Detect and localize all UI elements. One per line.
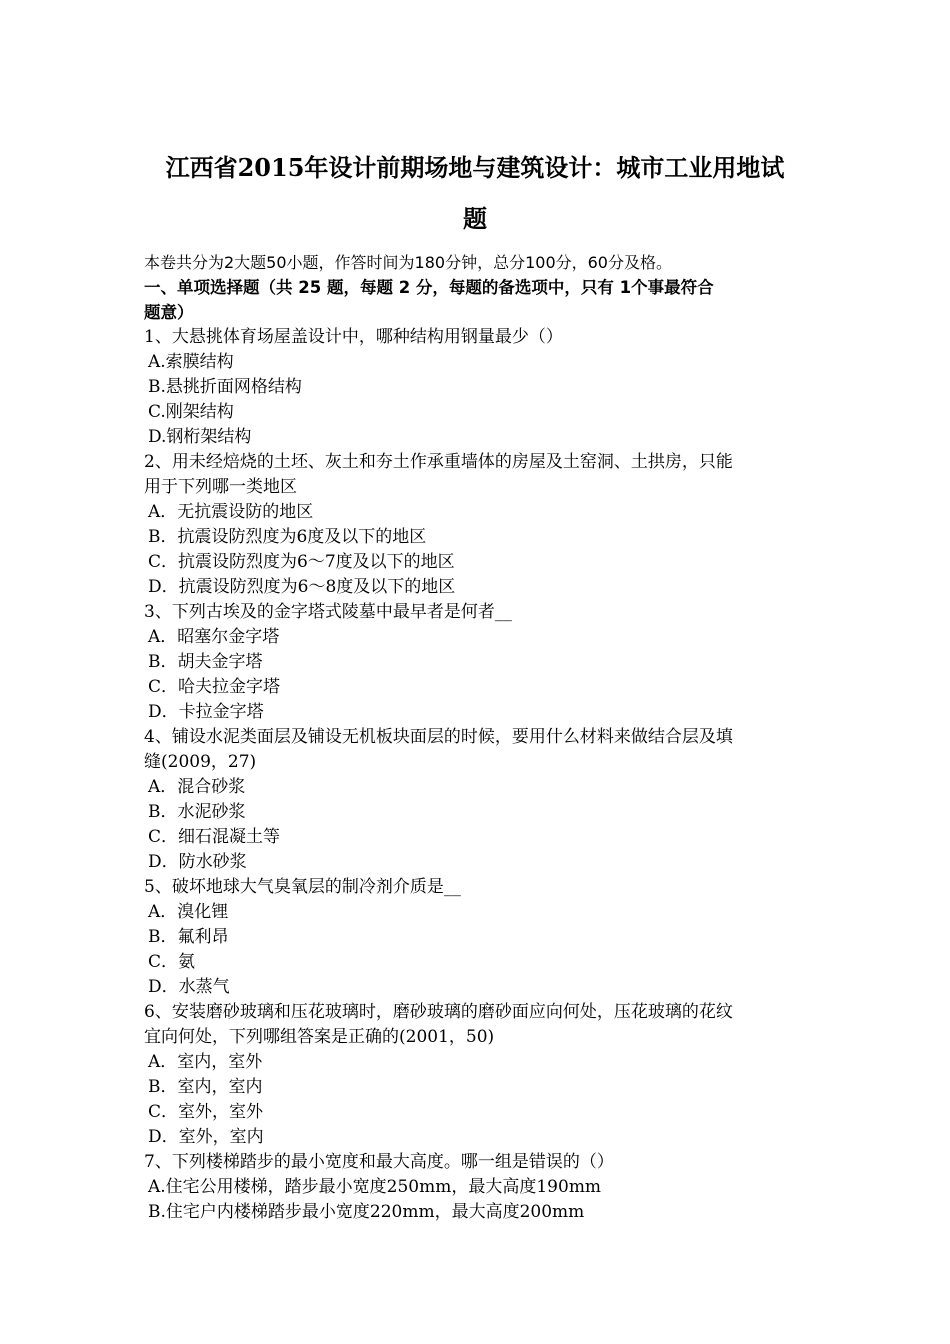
option-d: D．水蒸气 — [148, 977, 230, 997]
question-2 — [144, 450, 809, 600]
option-a: A．室内，室外 — [148, 1052, 263, 1072]
question-stem: 3、下列古埃及的金字塔式陵墓中最早者是何者__ — [144, 602, 512, 622]
question-stem: 4、铺设水泥类面层及铺设无机板块面层的时候，要用什么材料来做结合层及填 — [144, 727, 733, 747]
exam-instructions: 本卷共分为2大题50小题，作答时间为180分钟，总分100分，60分及格。 — [144, 253, 672, 272]
option-d: D.钢桁架结构 — [148, 427, 252, 447]
option-c: C．室外，室外 — [148, 1102, 264, 1122]
question-stem-continued: 用于下列哪一类地区 — [144, 477, 297, 497]
option-a: A．无抗震设防的地区 — [148, 502, 314, 522]
question-stem: 7、下列楼梯踏步的最小宽度和最大高度。哪一组是错误的（） — [144, 1152, 614, 1172]
option-a: A．昭塞尔金字塔 — [148, 627, 280, 647]
question-5 — [144, 875, 809, 1000]
option-a: A．溴化锂 — [148, 902, 229, 922]
question-3 — [144, 600, 809, 725]
document-title-line-2: 题 — [463, 204, 487, 233]
question-4 — [144, 725, 809, 875]
question-stem: 5、破坏地球大气臭氧层的制冷剂介质是__ — [144, 877, 461, 897]
document-title-line-1: 江西省2015年设计前期场地与建筑设计：城市工业用地试 — [165, 153, 785, 182]
option-d: D．防水砂浆 — [148, 852, 247, 872]
section-heading-line-1: 一、单项选择题（共 25 题，每题 2 分，每题的备选项中，只有 1个事最符合 — [144, 278, 714, 297]
option-a: A．混合砂浆 — [148, 777, 246, 797]
option-c: C．抗震设防烈度为6～7度及以下的地区 — [148, 552, 455, 572]
option-b: B．氟利昂 — [148, 927, 229, 947]
option-b: B．胡夫金字塔 — [148, 652, 263, 672]
option-c: C．氨 — [148, 952, 196, 972]
question-1 — [144, 325, 809, 450]
option-b: B.住宅户内楼梯踏步最小宽度220mm，最大高度200mm — [148, 1202, 585, 1222]
option-c: C.刚架结构 — [148, 402, 234, 422]
option-b: B.悬挑折面网格结构 — [148, 377, 302, 397]
option-c: C．细石混凝土等 — [148, 827, 281, 847]
question-7 — [144, 1150, 809, 1225]
option-a: A.住宅公用楼梯，踏步最小宽度250mm，最大高度190mm — [148, 1177, 602, 1197]
question-stem-continued: 缝(2009，27) — [144, 752, 257, 772]
option-d: D．室外，室内 — [148, 1127, 264, 1147]
question-stem: 1、大悬挑体育场屋盖设计中，哪种结构用钢量最少（） — [144, 327, 563, 347]
question-stem: 6、安装磨砂玻璃和压花玻璃时，磨砂玻璃的磨砂面应向何处，压花玻璃的花纹 — [144, 1002, 733, 1022]
option-d: D．卡拉金字塔 — [148, 702, 264, 722]
option-d: D．抗震设防烈度为6～8度及以下的地区 — [148, 577, 456, 597]
document-body — [144, 250, 809, 1225]
option-b: B．水泥砂浆 — [148, 802, 246, 822]
question-stem-continued: 宜向何处，下列哪组答案是正确的(2001，50) — [144, 1027, 495, 1047]
option-b: B．抗震设防烈度为6度及以下的地区 — [148, 527, 427, 547]
question-6 — [144, 1000, 809, 1150]
option-a: A.索膜结构 — [148, 352, 234, 372]
option-c: C．哈夫拉金字塔 — [148, 677, 281, 697]
option-b: B．室内，室内 — [148, 1077, 263, 1097]
question-stem: 2、用未经焙烧的土坯、灰土和夯土作承重墙体的房屋及土窑洞、土拱房，只能 — [144, 452, 733, 472]
section-heading-line-2: 题意） — [144, 303, 194, 322]
